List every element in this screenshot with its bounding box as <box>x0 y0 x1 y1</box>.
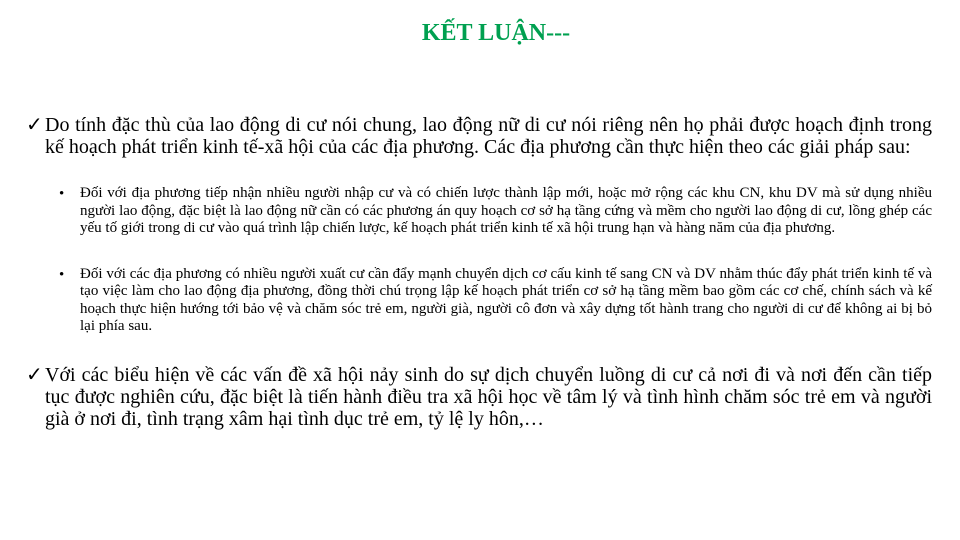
check-point-text: Do tính đặc thù của lao động di cư nói chung, lao động nữ di cư nói riêng nên họ phải được hoạch định trong kế hoạch phát triển kinh tế-xã hội của các địa phương. Các địa phương cần thực hiện theo các giải pháp sau: <box>45 114 932 158</box>
check-point-2 <box>26 364 932 430</box>
sub-point-text: Đối với các địa phương có nhiều người xuất cư cần đẩy mạnh chuyển dịch cơ cấu kinh tế sang CN và DV nhằm thúc đẩy phát triển kinh tế và tạo việc làm cho lao động địa phương, đồng thời chú trọng lập kế hoạch phát triển cơ sở hạ tầng mềm bao gồm các cơ chế, chính sách và kế hoạch thực hiện hướng tới bảo vệ và chăm sóc trẻ em, người già, người cô đơn và xây dựng tốt hành trang cho người di cư để không ai bị bỏ lại phía sau. <box>80 265 932 334</box>
slide-content <box>26 114 932 430</box>
bullet-icon: • <box>59 266 65 283</box>
sub-point-2 <box>59 266 932 336</box>
bullet-icon: • <box>59 186 65 202</box>
sub-point-1 <box>59 185 932 238</box>
sub-point-text: Đối với địa phương tiếp nhận nhiều người nhập cư và có chiến lược thành lập mới, hoặc mở rộng các khu CN, khu DV mà sử dụng nhiều người lao động, đặc biệt là lao động nữ cần có các phương án quy hoạch cơ sở hạ tầng cứng và mềm cho người lao động di cư, lồng ghép các yếu tố giới trong di cư vào quá trình lập chiến lược, kế hoạch phát triển kinh tế xã hội trung hạn và hàng năm của địa phương. <box>80 185 932 236</box>
checkmark-icon: ✓ <box>26 114 43 136</box>
sub-point-list <box>59 185 932 336</box>
slide-title: KẾT LUẬN--- <box>421 20 571 46</box>
check-point-1 <box>26 114 932 158</box>
checkmark-icon: ✓ <box>26 363 43 386</box>
check-point-text: Với các biểu hiện về các vấn đề xã hội nảy sinh do sự dịch chuyển luồng di cư cả nơi đi và nơi đến cần tiếp tục được nghiên cứu, đặc biệt là tiến hành điều tra xã hội học về tâm lý và tình hình chăm sóc trẻ em và người già ở nơi đi, tình trạng xâm hại tình dục trẻ em, tỷ lệ ly hôn,… <box>45 363 932 430</box>
